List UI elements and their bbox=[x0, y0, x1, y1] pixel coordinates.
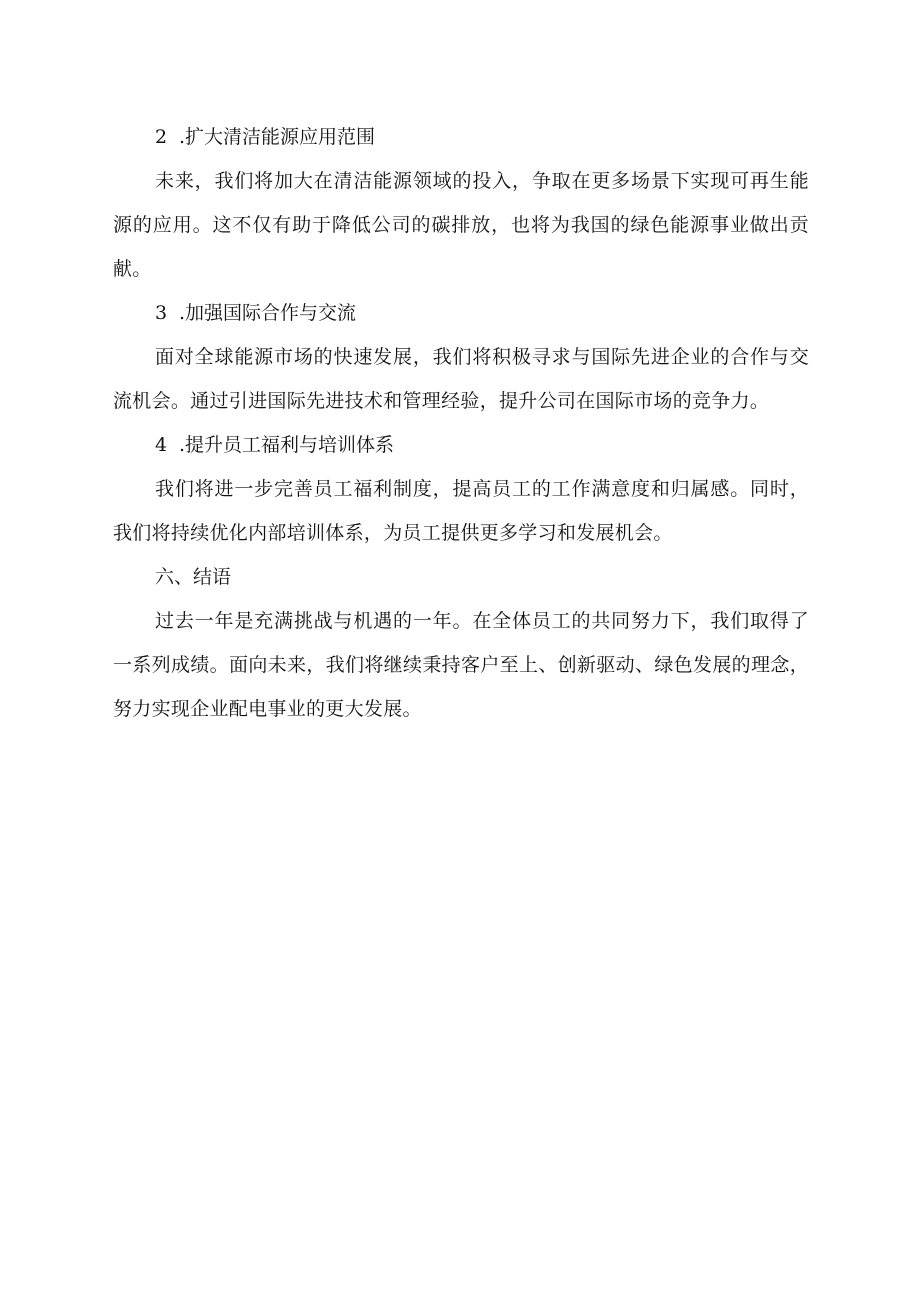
section-2-number: 2 bbox=[155, 126, 168, 148]
section-2-title: .扩大清洁能源应用范围 bbox=[179, 126, 376, 148]
conclusion-heading: 六、结语 bbox=[155, 566, 232, 588]
section-2-heading bbox=[113, 115, 809, 159]
section-3-number: 3 bbox=[155, 302, 168, 324]
document-page bbox=[113, 115, 809, 731]
section-4-body: 我们将进一步完善员工福利制度，提高员工的工作满意度和归属感。同时，我们将持续优化内部培训体系，为员工提供更多学习和发展机会。 bbox=[113, 478, 809, 544]
section-4-number: 4 bbox=[155, 434, 168, 456]
section-3-heading bbox=[113, 291, 809, 335]
section-4-title: .提升员工福利与培训体系 bbox=[179, 434, 395, 456]
conclusion-body: 过去一年是充满挑战与机遇的一年。在全体员工的共同努力下，我们取得了一系列成绩。面向未来，我们将继续秉持客户至上、创新驱动、绿色发展的理念，努力实现企业配电事业的更大发展。 bbox=[113, 610, 809, 720]
section-3-body: 面对全球能源市场的快速发展，我们将积极寻求与国际先进企业的合作与交流机会。通过引进国际先进技术和管理经验，提升公司在国际市场的竞争力。 bbox=[113, 346, 809, 412]
section-4-heading bbox=[113, 423, 809, 467]
section-3-title: .加强国际合作与交流 bbox=[179, 302, 357, 324]
section-2-body: 未来，我们将加大在清洁能源领域的投入，争取在更多场景下实现可再生能源的应用。这不仅有助于降低公司的碳排放，也将为我国的绿色能源事业做出贡献。 bbox=[113, 170, 809, 280]
